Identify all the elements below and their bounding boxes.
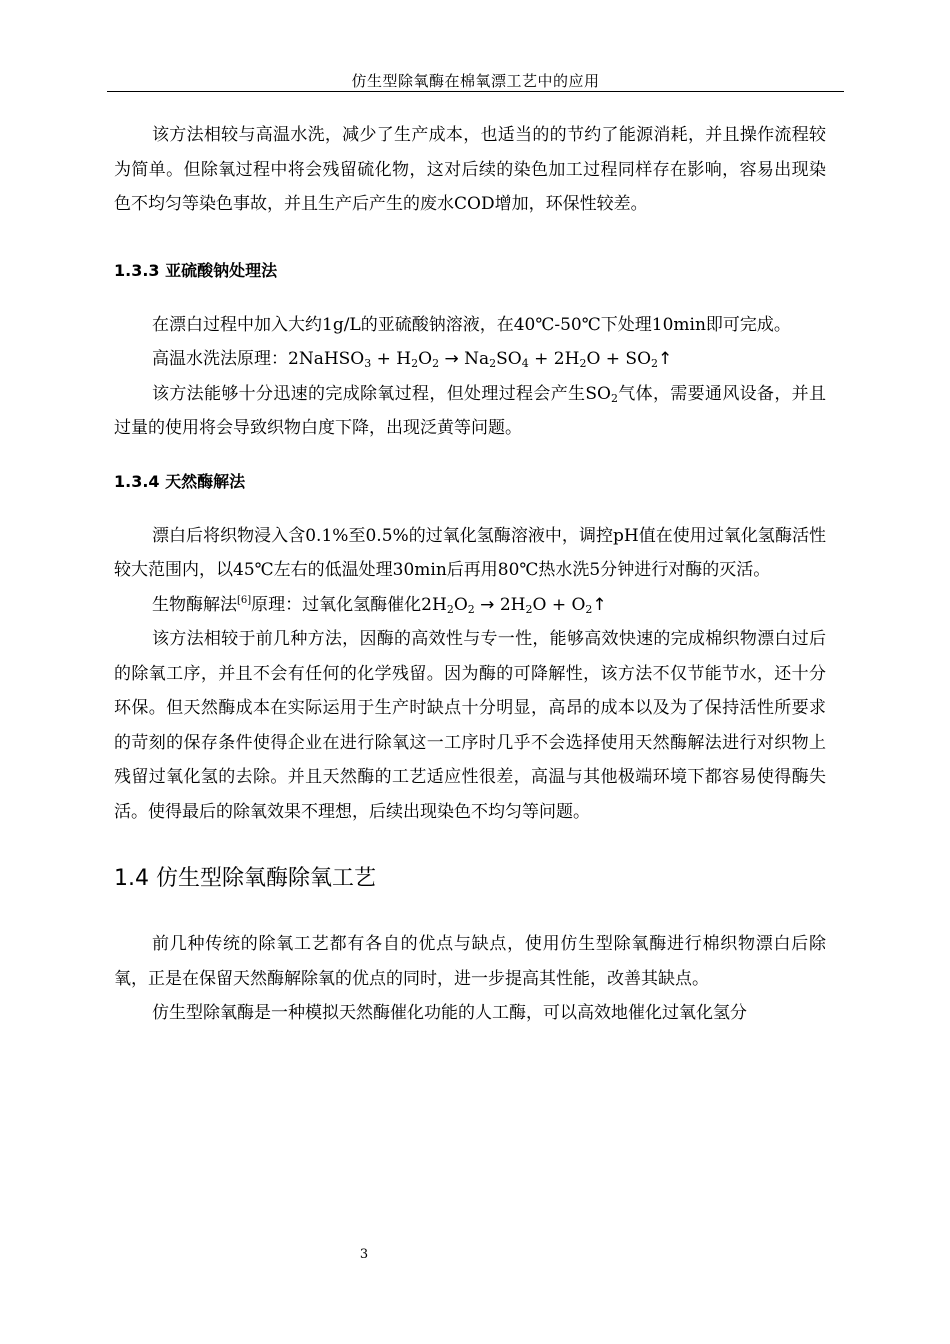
page-body <box>114 118 826 1031</box>
running-header: 仿生型除氧酶在棉氧漂工艺中的应用 <box>351 72 600 90</box>
reaction-arrow: → <box>439 349 465 369</box>
formula-sulfite: 高温水洗法原理：2NaHSO$_3$ + $H_2O_2 \to Na_2SO_4 + 2H_2O$ + $SO_2↑$ <box>152 349 673 370</box>
paragraph-biomimetic-definition: 仿生型除氧酶是一种模拟天然酶催化功能的人工酶，可以高效地催化过氧化氢分 <box>152 1003 747 1023</box>
heading-1-3-3: 1.3.3 亚硫酸钠处理法 <box>114 260 278 280</box>
gas-up-arrow: ↑ <box>658 349 673 369</box>
paragraph-intro: 该方法相较与高温水洗，减少了生产成本，也适当的的节约了能源消耗，并且操作流程较为简单。但除氧过程中将会残留硫化物，这对后续的染色加工过程同样存在影响，容易出现染色不均匀等染色事故，并且生产后产生的废水COD增加，环保性较差。 <box>114 125 826 214</box>
paragraph-enzyme-evaluation: 该方法相较于前几种方法，因酶的高效性与专一性，能够高效快速的完成棉织物漂白过后的除氧工序，并且不会有任何的化学残留。因为酶的可降解性，该方法不仅节能节水，还十分环保。但天然酶成本在实际运用于生产时缺点十分明显，高昂的成本以及为了保持活性所要求的苛刻的保存条件使得企业在进行除氧这一工序时几乎不会选择使用天然酶解法进行对织物上残留过氧化氢的去除。并且天然酶的工艺适应性很差，高温与其他极端环境下都容易使得酶失活。使得最后的除氧效果不理想，后续出现染色不均匀等问题。 <box>114 629 826 822</box>
reaction-arrow: → <box>474 594 500 615</box>
paragraph-sulfite-evaluation: 该方法能够十分迅速的完成除氧过程，但处理过程会产生$SO_2$气体，需要通风设备，并且过量的使用将会导致织物白度下降，出现泛黄等问题。 <box>114 383 826 438</box>
formula-enzyme: 生物酶解法[6]原理：过氧化氢酶催化$2H_2O_2 \to 2H_2O$ + $O_2↑$ <box>152 594 607 616</box>
paragraph-enzyme-process: 漂白后将织物浸入含0.1%至0.5%的过氧化氢酶溶液中，调控pH值在使用过氧化氢酶活性较大范围内，以45℃左右的低温处理30min后再用80℃热水洗5分钟进行对酶的灭活。 <box>114 525 826 580</box>
citation-ref: [6] <box>237 594 252 606</box>
formula-label: 高温水洗法原理： <box>152 349 288 369</box>
paragraph-sulfite-process: 在漂白过程中加入大约1g/L的亚硫酸钠溶液，在40℃-50℃下处理10min即可完成。 <box>152 314 791 335</box>
heading-1-3-4: 1.3.4 天然酶解法 <box>114 471 246 491</box>
header-rule <box>107 91 844 92</box>
page-number: 3 <box>359 1247 369 1262</box>
gas-up-arrow: ↑ <box>592 594 607 615</box>
heading-1-4: 1.4 仿生型除氧酶除氧工艺 <box>114 866 376 891</box>
paragraph-biomimetic-intro: 前几种传统的除氧工艺都有各自的优点与缺点，使用仿生型除氧酶进行棉织物漂白后除氧，正是在保留天然酶解除氧的优点的同时，进一步提高其性能，改善其缺点。 <box>114 934 826 989</box>
